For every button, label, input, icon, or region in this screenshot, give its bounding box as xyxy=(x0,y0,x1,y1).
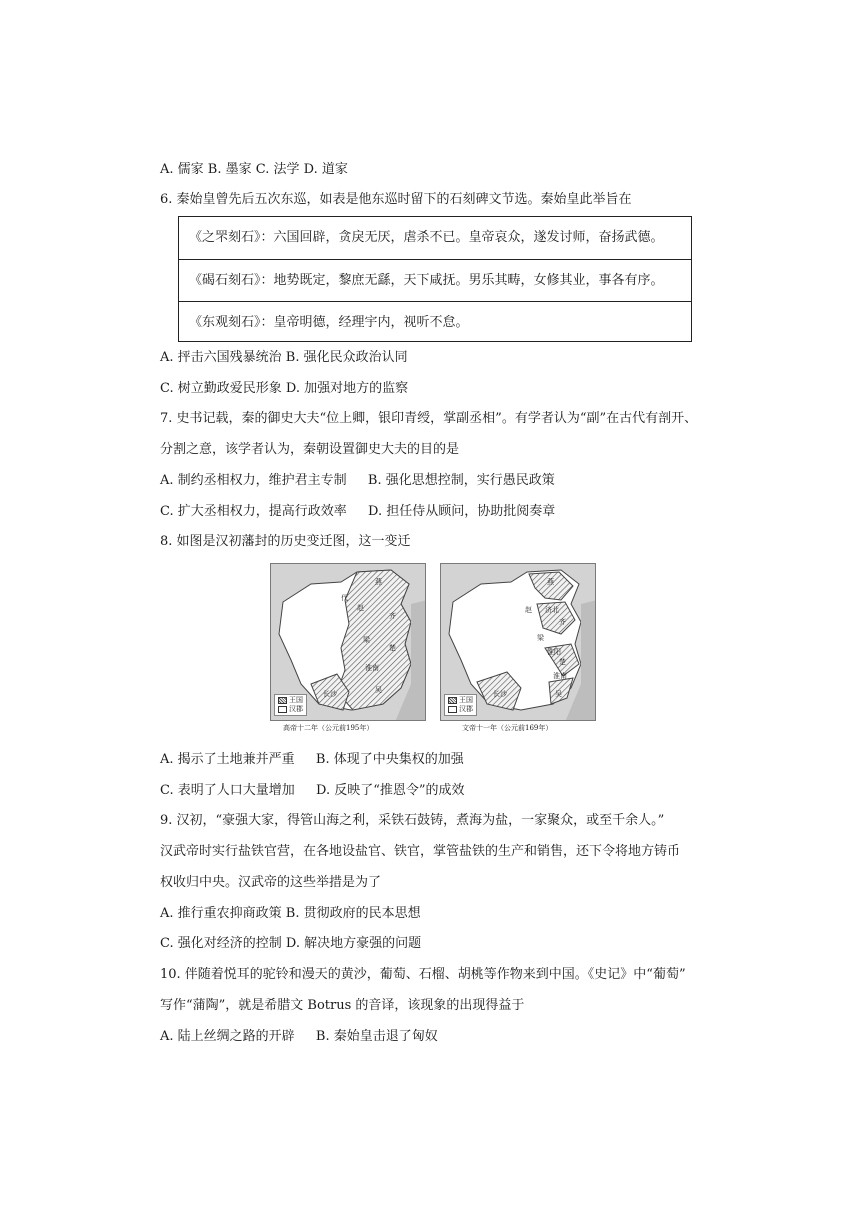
map-caption-2: 文帝十一年（公元前169年） xyxy=(462,724,553,732)
map-label: 梁 xyxy=(537,634,544,642)
map-label: 楚 xyxy=(559,658,566,666)
q5-options: A. 儒家 B. 墨家 C. 法学 D. 道家 xyxy=(160,162,348,177)
legend-swatch-commandery xyxy=(448,706,457,713)
map-han-fiefs-2 xyxy=(440,563,596,721)
map-label: 济北 xyxy=(545,606,559,614)
map-label: 梁 xyxy=(363,636,370,644)
legend-swatch-kingdom xyxy=(448,697,457,704)
q8-options-ab: A. 揭示了土地兼并严重 B. 体现了中央集权的加强 xyxy=(160,752,464,767)
q7-stem-line2: 分割之意，该学者认为，秦朝设置御史大夫的目的是 xyxy=(160,442,460,457)
map-label: 燕 xyxy=(375,578,382,586)
map-label: 齐 xyxy=(559,618,566,626)
table-row xyxy=(179,259,691,301)
legend-swatch-commandery xyxy=(278,706,287,713)
map-label: 齐 xyxy=(389,612,396,620)
q6-options-cd: C. 树立勤政爱民形象 D. 加强对地方的监察 xyxy=(160,381,409,396)
table-cell: 《碣石刻石》：地势既定，黎庶无繇，天下咸抚。男乐其畴，女修其业，事各有序。 xyxy=(189,273,664,288)
map-label: 长沙 xyxy=(323,690,337,698)
q10-options-ab: A. 陆上丝绸之路的开辟 B. 秦始皇击退了匈奴 xyxy=(160,1029,438,1044)
q9-options-cd: C. 强化对经济的控制 D. 解决地方豪强的问题 xyxy=(160,936,422,951)
map-label: 长沙 xyxy=(493,690,507,698)
q10-stem-line1: 10. 伴随着悦耳的驼铃和漫天的黄沙，葡萄、石榴、胡桃等作物来到中国。《史记》中“葡萄” xyxy=(160,967,686,982)
q10-stem-line2: 写作“蒲陶”，就是希腊文 Botrus 的音译，该现象的出现得益于 xyxy=(160,998,525,1013)
q7-options-ab: A. 制约丞相权力，维护君主专制 B. 强化思想控制，实行愚民政策 xyxy=(160,473,555,488)
map-label: 淮南 xyxy=(365,664,379,672)
table-row xyxy=(179,301,691,343)
legend-label: 王国 xyxy=(289,696,303,704)
map-label: 淮阳 xyxy=(547,648,561,656)
map-caption-1: 高帝十二年（公元前195年） xyxy=(283,724,374,732)
table-cell: 《东观刻石》：皇帝明德，经理宇内，视听不怠。 xyxy=(189,315,469,330)
q8-stem: 8. 如图是汉初藩封的历史变迁图，这一变迁 xyxy=(160,534,411,549)
table-cell: 《之罘刻石》：六国回辟，贪戾无厌，虐杀不已。皇帝哀众，遂发讨师，奋扬武德。 xyxy=(189,230,664,245)
q7-options-cd: C. 扩大丞相权力，提高行政效率 D. 担任侍从顾问，协助批阅奏章 xyxy=(160,504,556,519)
map-label: 赵 xyxy=(357,604,364,612)
table-row xyxy=(179,217,691,259)
map-label: 吴 xyxy=(375,686,382,694)
legend-swatch-kingdom xyxy=(278,697,287,704)
q6-stem: 6. 秦始皇曾先后五次东巡，如表是他东巡时留下的石刻碑文节选。秦始皇此举旨在 xyxy=(160,192,632,207)
legend-label: 汉郡 xyxy=(459,705,473,713)
map-legend xyxy=(444,694,477,716)
map-legend xyxy=(274,694,307,716)
map-label: 赵 xyxy=(525,606,532,614)
map-han-fiefs-1 xyxy=(270,563,426,721)
map-label: 吴 xyxy=(555,690,562,698)
q7-stem-line1: 7. 史书记载，秦的御史大夫“位上卿，银印青绶，掌副丞相”。有学者认为“副”在古代有剖开、 xyxy=(160,411,698,426)
legend-label: 汉郡 xyxy=(289,705,303,713)
q9-options-ab: A. 推行重农抑商政策 B. 贯彻政府的民本思想 xyxy=(160,906,421,921)
map-label: 淮南 xyxy=(553,672,567,680)
legend-label: 王国 xyxy=(459,696,473,704)
inscription-table xyxy=(178,216,692,342)
q9-stem-line3: 权收归中央。汉武帝的这些举措是为了 xyxy=(160,875,382,890)
q9-stem-line1: 9. 汉初，“豪强大家，得管山海之利，采铁石鼓铸，煮海为盐，一家聚众，或至千余人。” xyxy=(160,813,665,828)
q9-stem-line2: 汉武帝时实行盐铁官营，在各地设盐官、铁官，掌管盐铁的生产和销售，还下令将地方铸币 xyxy=(160,844,681,859)
q6-options-ab: A. 抨击六国残暴统治 B. 强化民众政治认同 xyxy=(160,350,408,365)
map-label: 楚 xyxy=(389,644,396,652)
map-label: 燕 xyxy=(547,578,554,586)
map-label: 代 xyxy=(341,594,348,602)
q8-options-cd: C. 表明了人口大量增加 D. 反映了“推恩令”的成效 xyxy=(160,783,465,798)
